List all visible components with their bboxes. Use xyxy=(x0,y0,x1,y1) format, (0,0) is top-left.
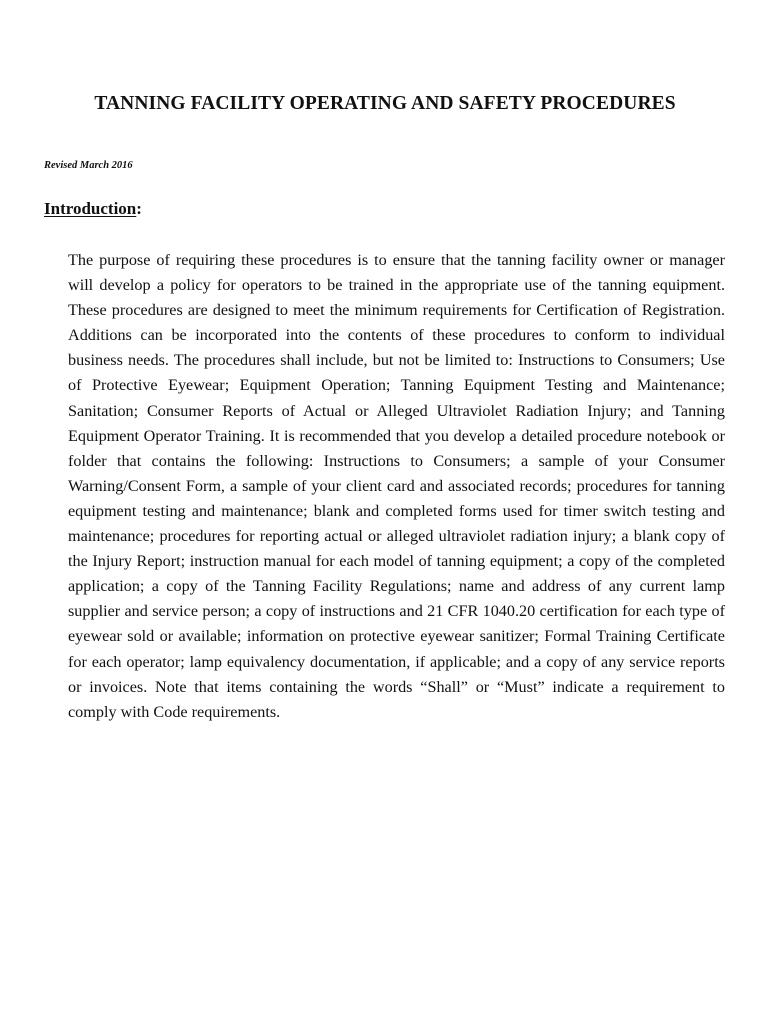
introduction-paragraph: The purpose of requiring these procedures is to ensure that the tanning facility owner or manager will develop a policy for operators to be trained in the appropriate use of the tanning equipment. These procedures are designed to meet the minimum requirements for Certification of Registration. Additions can be incorporated into the contents of these procedures to conform to individual business needs. The procedures shall include, but not be limited to: Instructions to Consumers; Use of Protective Eyewear; Equipment Operation; Tanning Equipment Testing and Maintenance; Sanitation; Consumer Reports of Actual or Alleged Ultraviolet Radiation Injury; and Tanning Equipment Operator Training. It is recommended that you develop a detailed procedure notebook or folder that contains the following: Instructions to Consumers; a sample of your Consumer Warning/Consent Form, a sample of your client card and associated records; procedures for tanning equipment testing and maintenance; blank and completed forms used for timer switch testing and maintenance; procedures for reporting actual or alleged ultraviolet radiation injury; a blank copy of the Injury Report; instruction manual for each model of tanning equipment; a copy of the completed application; a copy of the Tanning Facility Regulations; name and address of any current lamp supplier and service person; a copy of instructions and 21 CFR 1040.20 certification for each type of eyewear sold or available; information on protective eyewear sanitizer; Formal Training Certificate for each operator; lamp equivalency documentation, if applicable; and a copy of any service reports or invoices. Note that items containing the words “Shall” or “Must” indicate a requirement to comply with Code requirements. xyxy=(68,251,725,721)
revision-date: Revised March 2016 xyxy=(44,160,133,171)
section-heading xyxy=(44,199,142,219)
section-heading-text: Introduction xyxy=(44,199,137,218)
section-heading-colon: : xyxy=(136,199,142,218)
document-title: TANNING FACILITY OPERATING AND SAFETY PROCEDURES xyxy=(94,93,676,114)
